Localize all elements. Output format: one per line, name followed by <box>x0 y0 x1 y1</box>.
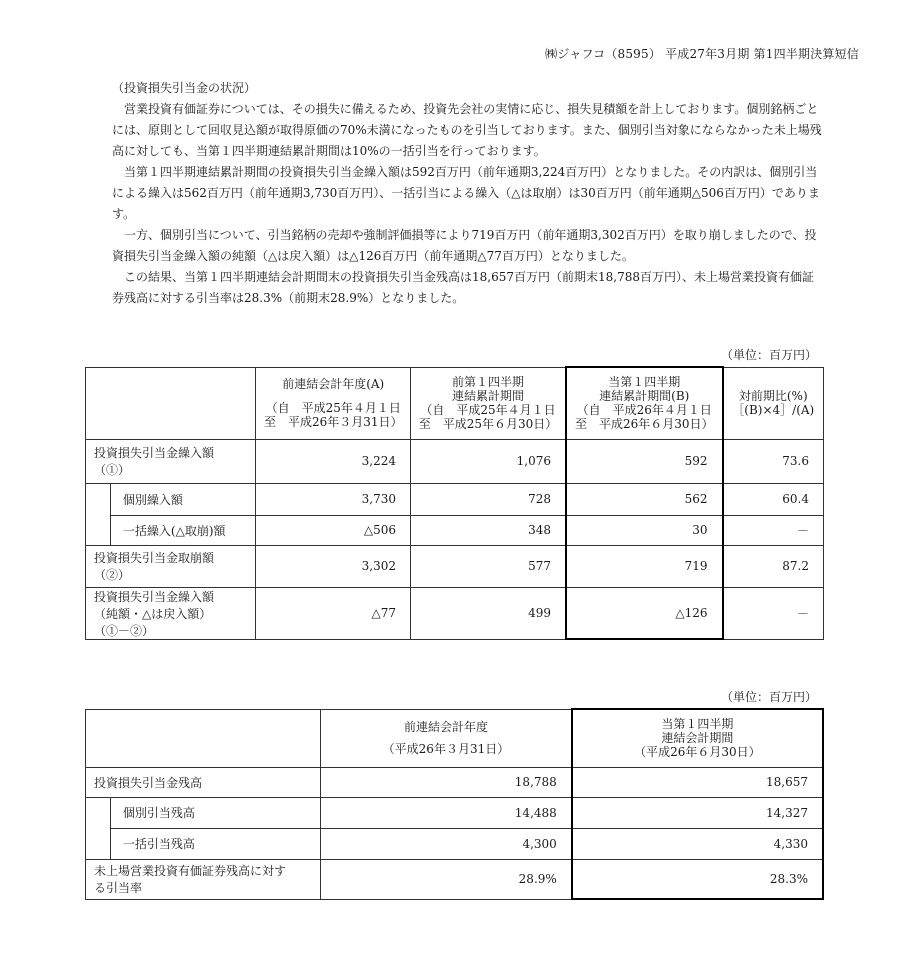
cell-ratio: 60.4 <box>723 483 824 515</box>
table-row <box>86 767 824 797</box>
row-label: 未上場営業投資有価証券残高に対す る引当率 <box>86 859 321 899</box>
section-title: （投資損失引当金の状況） <box>112 81 257 95</box>
cell-prev-year: 3,302 <box>256 545 411 587</box>
cell-prev-year: 3,730 <box>256 483 411 515</box>
cell-prev-quarter: 1,076 <box>410 439 566 483</box>
document-header: ㈱ジャフコ（8595） 平成27年3月期 第1四半期決算短信 <box>545 47 859 61</box>
row-label: 個別引当残高 <box>110 797 320 828</box>
row-label: 投資損失引当金繰入額 （純額・△は戻入額） （①－②） <box>86 587 256 639</box>
cell-prev: 4,300 <box>321 828 572 859</box>
row-label: 投資損失引当金取崩額 （②） <box>86 545 256 587</box>
row-label: 一括繰入(△取崩)額 <box>110 515 256 545</box>
cell-prev: 18,788 <box>321 767 572 797</box>
indent-stub <box>86 515 111 545</box>
cell-prev-year: 3,224 <box>256 439 411 483</box>
indent-stub <box>86 828 111 859</box>
row-label: 一括引当残高 <box>110 828 320 859</box>
row-label: 個別繰入額 <box>110 483 256 515</box>
table-row <box>86 515 824 545</box>
table2-corner-cell <box>86 709 321 767</box>
cell-current-quarter: 30 <box>566 515 723 545</box>
cell-current-quarter: 592 <box>566 439 723 483</box>
table-row <box>86 828 824 859</box>
cell-ratio: － <box>723 515 824 545</box>
table-row <box>86 587 824 639</box>
cell-ratio: 87.2 <box>723 545 824 587</box>
cell-current-quarter: 562 <box>566 483 723 515</box>
cell-current-quarter: △126 <box>566 587 723 639</box>
cell-prev-quarter: 499 <box>410 587 566 639</box>
table-row <box>86 545 824 587</box>
table1-unit: （単位：百万円） <box>720 348 817 362</box>
table2-unit: （単位：百万円） <box>720 690 817 704</box>
allowance-provision-table <box>85 366 824 640</box>
cell-current: 14,327 <box>572 797 823 828</box>
cell-current-quarter: 719 <box>566 545 723 587</box>
cell-current: 4,330 <box>572 828 823 859</box>
table-row <box>86 859 824 899</box>
indent-stub <box>86 797 111 828</box>
header-prev-quarter: 前第１四半期 連結累計期間 （自 平成25年４月１日 至 平成25年６月30日） <box>410 367 566 439</box>
cell-current: 18,657 <box>572 767 823 797</box>
table-row <box>86 797 824 828</box>
indent-stub <box>86 483 111 515</box>
cell-prev-quarter: 348 <box>410 515 566 545</box>
row-label: 投資損失引当金残高 <box>86 767 321 797</box>
table2-header-row <box>86 709 824 767</box>
header-prev-year: 前連結会計年度(A) （自 平成25年４月１日 至 平成26年３月31日） <box>256 367 411 439</box>
header-prev-year-end: 前連結会計年度 （平成26年３月31日） <box>321 709 572 767</box>
cell-prev-year: △77 <box>256 587 411 639</box>
header-yoy-ratio: 対前期比(%) ［(B)×4］/(A) <box>723 367 824 439</box>
cell-prev-quarter: 577 <box>410 545 566 587</box>
header-current-quarter: 当第１四半期 連結累計期間(B) （自 平成26年４月１日 至 平成26年６月30日） <box>566 367 723 439</box>
row-label: 投資損失引当金繰入額 （①） <box>86 439 256 483</box>
cell-prev: 28.9% <box>321 859 572 899</box>
cell-ratio: － <box>723 587 824 639</box>
paragraph-2: 当第１四半期連結累計期間の投資損失引当金繰入額は592百万円（前年通期3,224百万円）となりました。その内訳は、個別引当による繰入は562百万円（前年通期3,730百万円）、一括引当による繰入（△は取崩）は30百万円（前年通期△506百万円）であります。 <box>112 165 820 221</box>
cell-prev: 14,488 <box>321 797 572 828</box>
cell-ratio: 73.6 <box>723 439 824 483</box>
cell-current: 28.3% <box>572 859 823 899</box>
section-body <box>112 78 824 309</box>
table-row <box>86 483 824 515</box>
table-row <box>86 439 824 483</box>
header-current-quarter-end: 当第１四半期 連結会計期間 （平成26年６月30日） <box>572 709 823 767</box>
allowance-balance-table <box>85 708 824 900</box>
paragraph-3: 一方、個別引当について、引当銘柄の売却や強制評価損等により719百万円（前年通期3,302百万円）を取り崩しましたので、投資損失引当金繰入額の純額（△は戻入額）は△126百万円（前年通期△77百万円）となりました。 <box>112 228 817 263</box>
cell-prev-year: △506 <box>256 515 411 545</box>
table1-corner-cell <box>86 367 256 439</box>
cell-prev-quarter: 728 <box>410 483 566 515</box>
paragraph-4: この結果、当第１四半期連結会計期間末の投資損失引当金残高は18,657百万円（前期末18,788百万円）、未上場営業投資有価証券残高に対する引当率は28.3%（前期末28.9%）となりました。 <box>112 270 814 305</box>
table1-header-row <box>86 367 824 439</box>
paragraph-1: 営業投資有価証券については、その損失に備えるため、投資先会社の実情に応じ、損失見積額を計上しております。個別銘柄ごとには、原則として回収見込額が取得原価の70%未満になったものを引当しております。また、個別引当対象にならなかった未上場残高に対しても、当第１四半期連結累計期間は10%の一括引当を行っております。 <box>112 102 822 158</box>
